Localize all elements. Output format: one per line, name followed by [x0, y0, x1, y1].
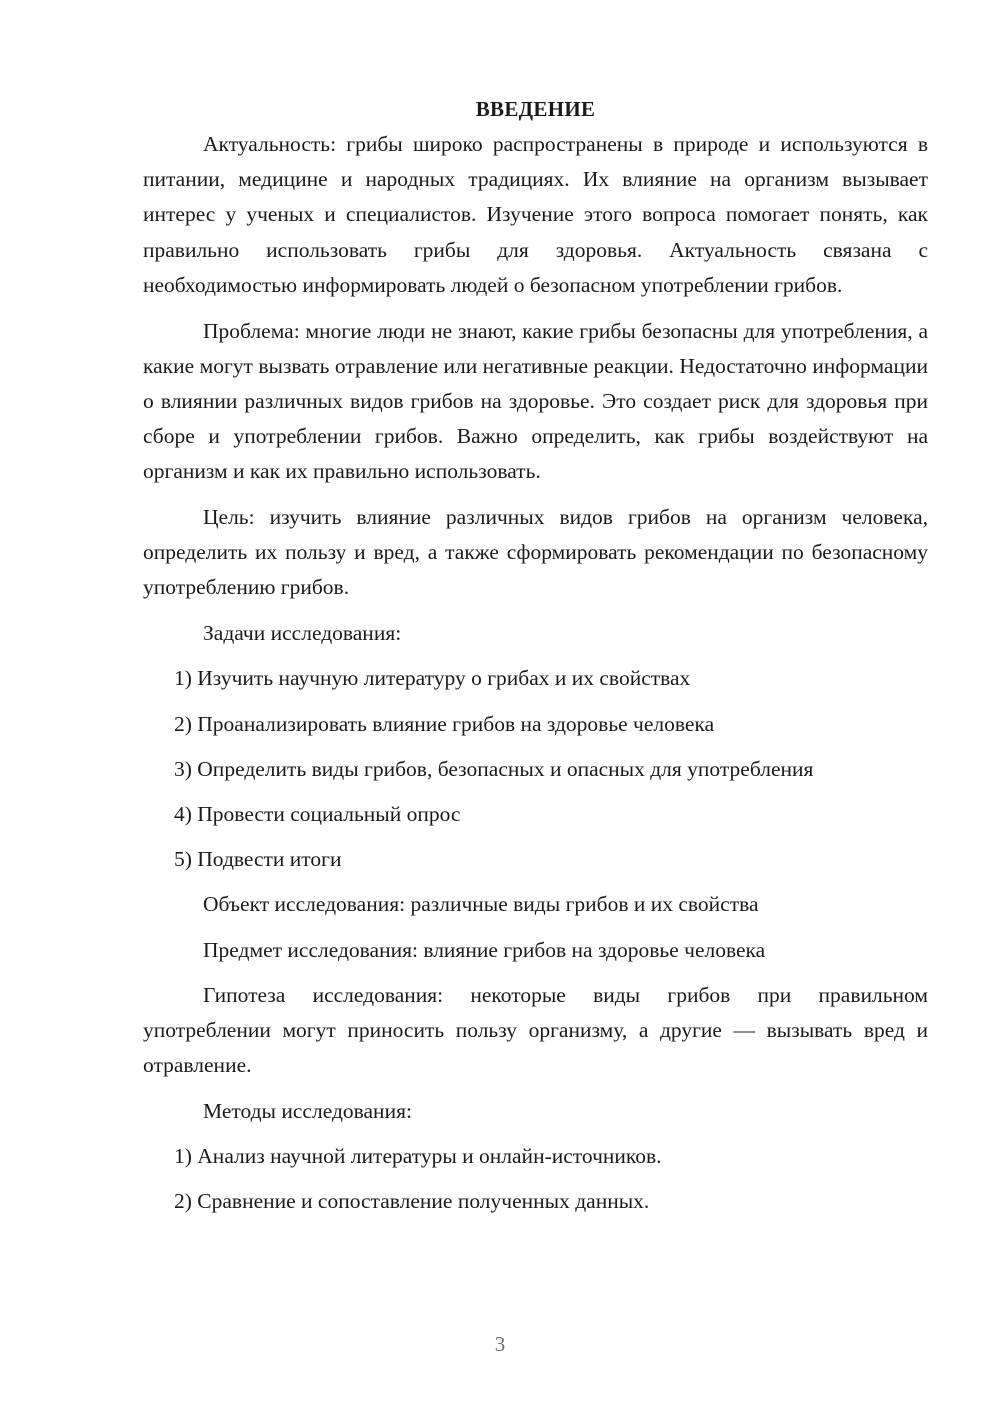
- task-item-3: 3) Определить виды грибов, безопасных и опасных для употребления: [174, 756, 814, 781]
- task-item-4: 4) Провести социальный опрос: [174, 801, 461, 826]
- task-item-2: 2) Проанализировать влияние грибов на здоровье человека: [174, 711, 715, 736]
- problem-paragraph: Проблема: многие люди не знают, какие грибы безопасны для употребления, а какие могут вызвать отравление или негативные реакции. Недостаточно информации о влиянии различных видов грибов на здоровье. Это создает риск для здоровья при сборе и употреблении грибов. Важно определить, как грибы воздействуют на организм и как их правильно использовать.: [143, 318, 928, 484]
- research-object: Объект исследования: различные виды грибов и их свойства: [203, 892, 759, 917]
- page-number: 3: [494, 1332, 506, 1356]
- relevance-paragraph: Актуальность: грибы широко распространены в природе и используются в питании, медицине и народных традициях. Их влияние на организм вызывает интерес у ученых и специалистов. Изучение этого вопроса помогает понять, как правильно использовать грибы для здоровья. Актуальность связана с необходимостью информировать людей о безопасном употреблении грибов.: [143, 132, 928, 297]
- goal-paragraph: Цель: изучить влияние различных видов грибов на организм человека, определить их пользу и вред, а также сформировать рекомендации по безопасному употреблению грибов.: [143, 505, 928, 600]
- hypothesis-paragraph: Гипотеза исследования: некоторые виды грибов при правильном употреблении могут приносить пользу организму, а другие — вызывать вред и отравление.: [143, 982, 928, 1078]
- method-item-1: 1) Анализ научной литературы и онлайн-источников.: [174, 1144, 662, 1169]
- research-subject: Предмет исследования: влияние грибов на здоровье человека: [203, 937, 766, 962]
- page-title: ВВЕДЕНИЕ: [475, 97, 596, 121]
- methods-heading: Методы исследования:: [203, 1098, 412, 1123]
- method-item-2: 2) Сравнение и сопоставление полученных данных.: [174, 1189, 650, 1214]
- document-page: [143, 92, 928, 1229]
- tasks-heading: Задачи исследования:: [203, 621, 402, 646]
- task-item-1: 1) Изучить научную литературу о грибах и их свойствах: [174, 666, 691, 691]
- task-item-5: 5) Подвести итоги: [174, 847, 342, 872]
